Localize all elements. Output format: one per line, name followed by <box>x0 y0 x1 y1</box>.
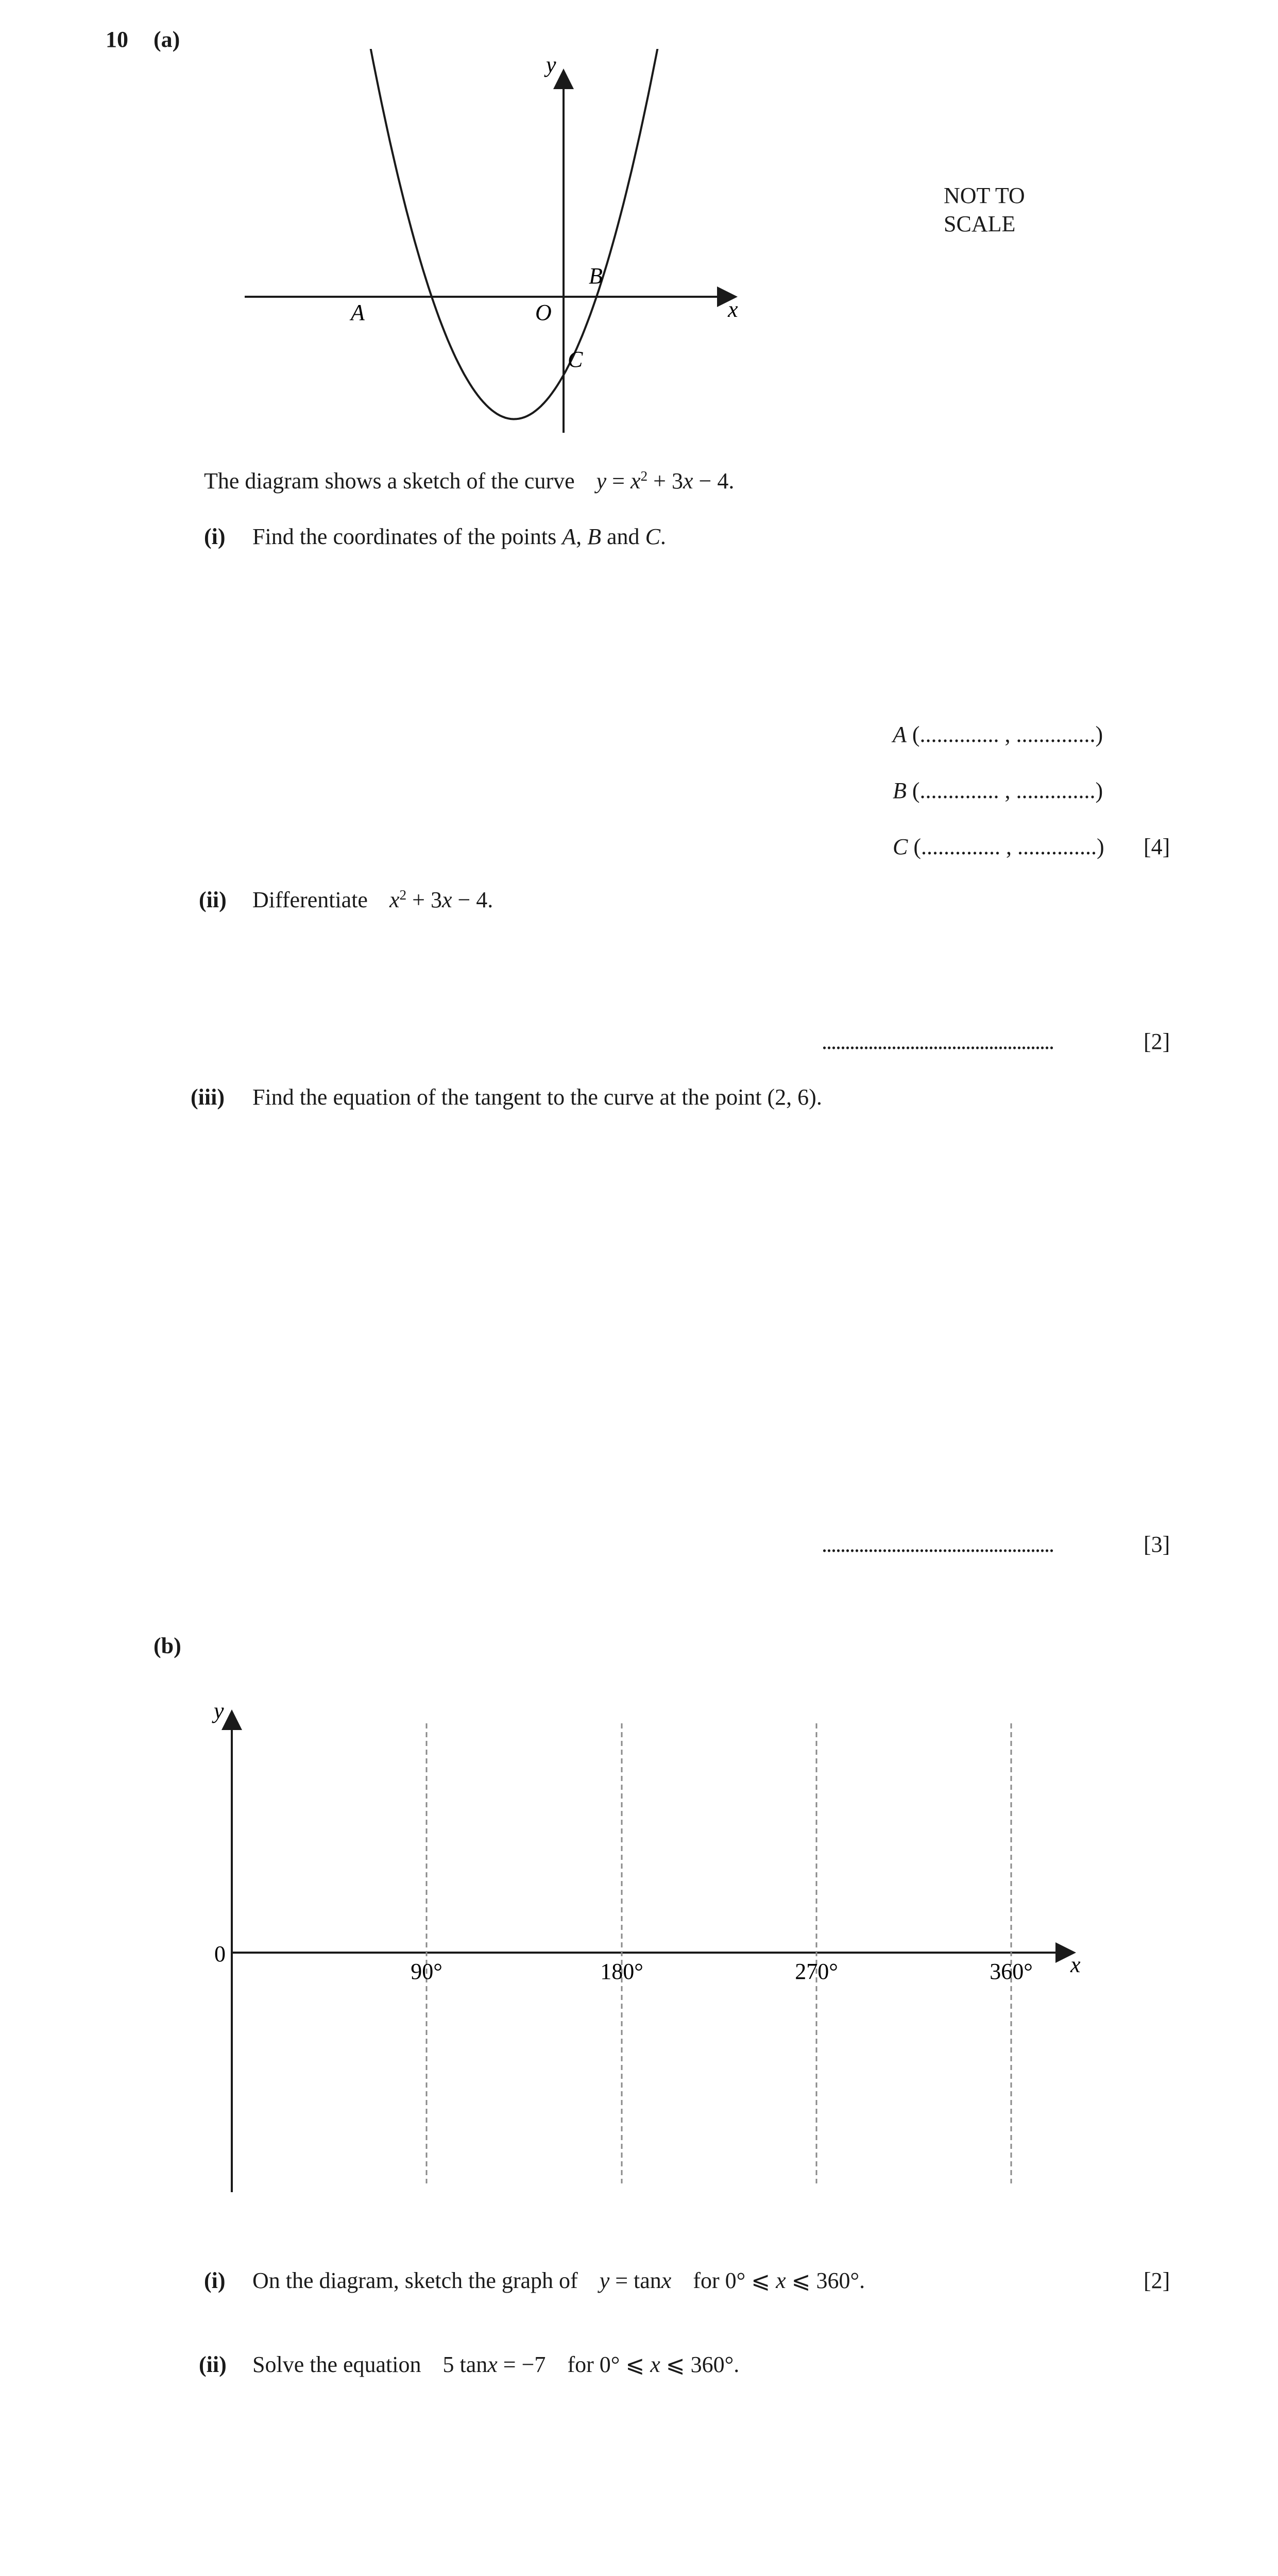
x-axis-label: x <box>728 297 738 322</box>
origin-label: O <box>535 300 552 325</box>
part-a-i-text: Find the coordinates of the points A, B and C. <box>252 524 666 549</box>
x-axis-label: x <box>1070 1952 1081 1977</box>
part-a-iii-label: (iii) <box>191 1084 225 1110</box>
y-axis-label: y <box>214 1698 224 1723</box>
marks-a-iii: [3] <box>1144 1532 1170 1557</box>
point-b-label: B <box>589 263 603 289</box>
tick-label-180: 180° <box>600 1959 643 1984</box>
marks-b-i: [2] <box>1144 2268 1170 2293</box>
answer-line-a-iii[interactable]: .................................................. <box>822 1532 1053 1557</box>
intro-text: The diagram shows a sketch of the curve $y = x^2 + 3x - 4$. <box>204 468 735 494</box>
answer-point-a[interactable]: A (.............. , ..............) <box>893 722 1103 747</box>
tick-label-90: 90° <box>411 1959 442 1984</box>
question-number: 10 <box>106 27 128 52</box>
answer-point-c[interactable]: C (.............. , ..............) <box>893 834 1104 859</box>
part-a-iii-text: Find the equation of the tangent to the curve at the point (2, 6). <box>252 1084 822 1110</box>
curve-parabola <box>338 49 668 419</box>
part-a-label: (a) <box>154 27 180 52</box>
origin-label: 0 <box>214 1941 226 1967</box>
part-a-i-label: (i) <box>204 524 226 549</box>
point-c-label: C <box>568 347 583 372</box>
part-a-ii-text: Differentiate $x^2 + 3x - 4$. <box>252 887 493 912</box>
parabola-diagram <box>221 49 788 440</box>
part-b-i-text: On the diagram, sketch the graph of y = tanx for 0° ⩽ x ⩽ 360°. <box>252 2268 865 2293</box>
answer-point-b[interactable]: B (.............. , ..............) <box>893 778 1103 803</box>
point-a-label: A <box>351 300 365 325</box>
tick-label-270: 270° <box>795 1959 838 1984</box>
tan-graph-grid <box>196 1685 1123 2195</box>
not-to-scale-line2: SCALE <box>944 211 1016 236</box>
part-b-ii-text: Solve the equation 5 tanx = −7 for 0° ⩽ x ⩽ 360°. <box>252 2352 740 2377</box>
marks-a-i: [4] <box>1144 834 1170 859</box>
marks-a-ii: [2] <box>1144 1029 1170 1054</box>
part-a-ii-label: (ii) <box>199 887 227 912</box>
part-b-ii-label: (ii) <box>199 2352 227 2377</box>
answer-line-a-ii[interactable]: .................................................. <box>822 1029 1053 1054</box>
not-to-scale-line1: NOT TO <box>944 183 1025 208</box>
part-b-label: (b) <box>154 1633 181 1658</box>
part-b-i-label: (i) <box>204 2268 226 2293</box>
y-axis-label: y <box>546 52 556 77</box>
tick-label-360: 360° <box>990 1959 1033 1984</box>
